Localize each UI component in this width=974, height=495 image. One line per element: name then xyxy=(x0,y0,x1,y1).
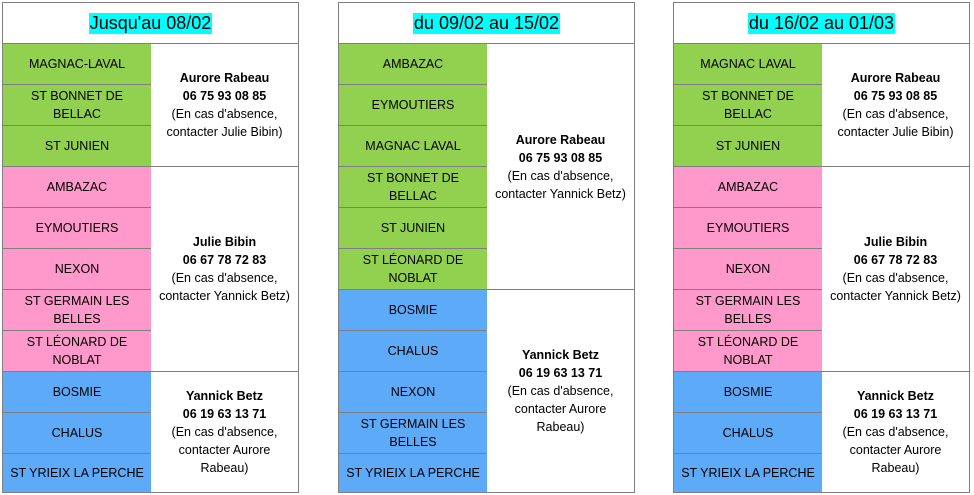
contact-name: Yannick Betz xyxy=(521,348,600,362)
site-cell: MAGNAC LAVAL xyxy=(339,126,488,167)
site-cell: ST LÉONARD DE NOBLAT xyxy=(674,331,823,372)
contact-phone: 06 75 93 08 85 xyxy=(518,150,603,165)
contact-note: (En cas d'absence, contacter Yannick Betz) xyxy=(495,168,626,201)
site-cell: EYMOUTIERS xyxy=(339,85,488,126)
contact-block xyxy=(487,290,634,492)
site-cell: BOSMIE xyxy=(674,372,823,413)
site-cell: CHALUS xyxy=(674,413,823,454)
contact-block xyxy=(822,372,969,492)
site-cell: NEXON xyxy=(3,249,152,290)
site-cell: AMBAZAC xyxy=(339,44,488,85)
site-cell: ST YRIEIX LA PERCHE xyxy=(674,454,823,492)
schedule-panel-3 xyxy=(673,2,970,493)
site-cell: MAGNAC LAVAL xyxy=(674,44,823,85)
site-cell: ST YRIEIX LA PERCHE xyxy=(3,454,152,492)
contact-name: Julie Bibin xyxy=(863,235,928,249)
site-cell: CHALUS xyxy=(3,413,152,454)
contact-phone: 06 75 93 08 85 xyxy=(182,89,267,103)
site-cell: NEXON xyxy=(674,249,823,290)
contact-name: Aurore Rabeau xyxy=(179,71,270,85)
site-cell: ST BONNET DE BELLAC xyxy=(674,85,823,126)
period-header xyxy=(2,2,299,43)
site-cell: ST GERMAIN LES BELLES xyxy=(339,413,488,454)
site-cell: BOSMIE xyxy=(339,290,488,331)
site-cell: ST GERMAIN LES BELLES xyxy=(674,290,823,331)
contact-note: (En cas d'absence, contacter Yannick Betz) xyxy=(159,271,290,303)
site-cell: AMBAZAC xyxy=(3,167,152,208)
contact-phone: 06 19 63 13 71 xyxy=(182,407,267,421)
contact-block xyxy=(151,167,298,372)
schedule-panel-1 xyxy=(2,2,299,493)
site-cell: NEXON xyxy=(339,372,488,413)
site-cell: ST JUNIEN xyxy=(3,126,152,167)
site-cell: ST LÉONARD DE NOBLAT xyxy=(3,331,152,372)
site-cell: ST JUNIEN xyxy=(339,208,488,249)
contact-block xyxy=(151,372,298,492)
period-header xyxy=(673,2,970,43)
site-cell: ST GERMAIN LES BELLES xyxy=(3,290,152,331)
contact-name: Aurore Rabeau xyxy=(850,71,941,85)
contact-block xyxy=(151,44,298,167)
schedule-grid xyxy=(2,43,299,493)
contact-phone: 06 75 93 08 85 xyxy=(853,89,938,103)
contact-note: (En cas d'absence, contacter Julie Bibin) xyxy=(837,107,954,139)
contact-block xyxy=(822,44,969,167)
contact-name: Yannick Betz xyxy=(185,389,264,403)
contact-phone: 06 19 63 13 71 xyxy=(853,407,938,421)
period-label: du 16/02 au 01/03 xyxy=(748,12,895,33)
contact-note: (En cas d'absence, contacter Yannick Betz) xyxy=(830,271,961,303)
contact-note: (En cas d'absence, contacter Aurore Rabeau) xyxy=(842,425,949,475)
site-cell: AMBAZAC xyxy=(674,167,823,208)
site-cell: CHALUS xyxy=(339,331,488,372)
site-cell: MAGNAC-LAVAL xyxy=(3,44,152,85)
contact-name: Aurore Rabeau xyxy=(515,132,606,147)
contact-phone: 06 67 78 72 83 xyxy=(853,253,938,267)
contact-note: (En cas d'absence, contacter Julie Bibin) xyxy=(166,107,283,139)
contact-phone: 06 67 78 72 83 xyxy=(182,253,267,267)
site-cell: ST JUNIEN xyxy=(674,126,823,167)
site-cell: EYMOUTIERS xyxy=(3,208,152,249)
contact-note: (En cas d'absence, contacter Aurore Rabeau) xyxy=(171,425,278,475)
schedule-grid xyxy=(338,43,635,493)
site-cell: ST YRIEIX LA PERCHE xyxy=(339,454,488,492)
site-cell: EYMOUTIERS xyxy=(674,208,823,249)
contact-name: Yannick Betz xyxy=(856,389,935,403)
period-label: du 09/02 au 15/02 xyxy=(413,12,560,33)
site-cell: ST BONNET DE BELLAC xyxy=(3,85,152,126)
site-cell: ST BONNET DE BELLAC xyxy=(339,167,488,208)
period-header xyxy=(338,2,635,43)
site-cell: BOSMIE xyxy=(3,372,152,413)
period-label: Jusqu'au 08/02 xyxy=(89,12,212,33)
contact-note: (En cas d'absence, contacter Aurore Rabeau) xyxy=(507,384,614,434)
schedule-grid xyxy=(673,43,970,493)
contact-phone: 06 19 63 13 71 xyxy=(518,366,603,380)
contact-block xyxy=(822,167,969,372)
contact-block xyxy=(487,44,634,290)
schedule-panel-2 xyxy=(338,2,635,493)
site-cell: ST LÉONARD DE NOBLAT xyxy=(339,249,488,290)
contact-name: Julie Bibin xyxy=(192,235,257,249)
